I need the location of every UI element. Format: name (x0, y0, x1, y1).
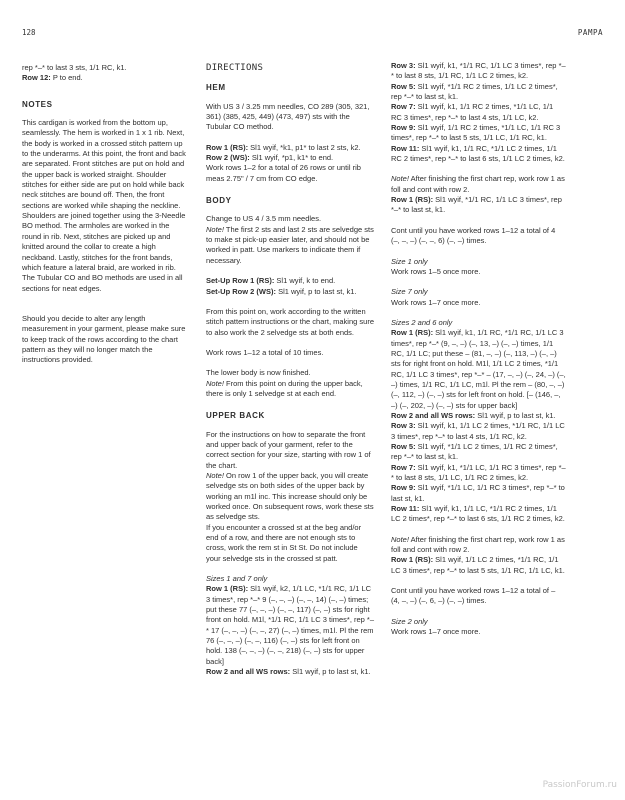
pattern-row: Row 5: Sl1 wyif, *1/1 RC 2 times, 1/1 LC 2 times*, rep *–* to last st, k1. (391, 81, 558, 102)
notes-paragraph: Should you decide to alter any length measurement in your garment, please make sure to keep track of the rows according to the chart pattern as they will no longer match the instructions provided. (22, 313, 186, 365)
size-label: Size 7 only (391, 287, 428, 297)
note: Note! On row 1 of the upper back, you will create selvedge sts on both sides of the upper back by working an m1l inc. This increase should only be worked once. On subsequent rows, work these sts as selvedge sts. (206, 470, 374, 522)
paragraph: For the instructions on how to separate the front and upper back of your garment, refer to the correct section for your size, starting with row 1 of the chart. (206, 429, 371, 470)
column-left (22, 63, 190, 366)
directions-heading: DIRECTIONS (206, 63, 264, 73)
pattern-row: Row 9: Sl1 wyif, *1/1 LC, 1/1 RC 3 times*, rep *–* to last st, k1. (391, 483, 565, 503)
text-line: Row 12: P to end. (22, 73, 83, 83)
pattern-row: Row 2 (WS): Sl1 wyif, *p1, k1* to end. (206, 153, 334, 163)
paragraph: Work rows 1–5 once more. (391, 266, 481, 276)
pattern-row: Row 2 and all WS rows: Sl1 wyif, p to last st, k1. (391, 410, 556, 420)
paragraph: Work rows 1–7 once more. (391, 627, 481, 637)
notes-paragraph: This cardigan is worked from the bottom up, seamlessly. The hem is worked in 1 x 1 rib. Next, the body is worked in a crossed stitch pattern up to the underarms. At this point, the front and back are separated. Front stitches are put on hold and the upper back is worked straight. Shoulder stitches for either side are put on hold while back neck stitches are bound off. Then, the front sections are worked while shaping the neckline. Shoulders are joined together using the 3-Needle BO method. The armholes are worked in the round in rib. Next, stitches are picked up and knitted around the collar to create a high neckband. Lastly, stitches for the front bands, which feature a lateral braid, are worked in rib. The Tubular CO and BO methods are used in all sections for neat edges. (22, 118, 186, 293)
paragraph: The lower body is now finished. (206, 368, 311, 378)
pattern-row: Row 9: Sl1 wyif, 1/1 RC 2 times, *1/1 LC, 1/1 RC 3 times*, rep *–* to last 5 sts, 1/1 LC, 1/1 RC, k1. (391, 123, 561, 143)
paragraph: If you encounter a crossed st at the beg and/or end of a row, and there are not enough sts to cross, work the rem st in St St. Do not include your selvedge sts in the crossed st patt. (206, 522, 362, 563)
pattern-row: Row 5: Sl1 wyif, *1/1 LC 2 times, 1/1 RC 2 times*, rep *–* to last st, k1. (391, 442, 558, 462)
notes-heading: NOTES (22, 99, 53, 109)
note: Note! From this point on during the upper back, there is only 1 selvedge st at each end. (206, 378, 363, 398)
running-title: PAMPA (577, 28, 603, 37)
column-middle (206, 63, 374, 678)
size-label: Sizes 2 and 6 only (391, 317, 453, 327)
note: Note! After finishing the first chart rep, work row 1 as foll and cont with row 2. (391, 174, 565, 194)
pattern-row: Set-Up Row 2 (WS): Sl1 wyif, p to last st, k1. (206, 286, 357, 296)
pattern-row: Row 11: Sl1 wyif, k1, 1/1 RC, *1/1 LC 2 times, 1/1 RC 2 times*, rep *–* to last 6 sts, 1/1 LC 2 times, k2. (391, 143, 565, 164)
pattern-row: Row 3: Sl1 wyif, k1, 1/1 LC 2 times, *1/1 RC, 1/1 LC 3 times*, rep *–* to last 4 sts, 1/1 RC, k2. (391, 421, 565, 441)
body-heading: BODY (206, 196, 232, 206)
pattern-row: Set-Up Row 1 (RS): Sl1 wyif, k to end. (206, 276, 336, 286)
paragraph: Work rows 1–2 for a total of 26 rows or until rib meas 2.75" / 7 cm from CO edge. (206, 163, 361, 183)
paragraph: Cont until you have worked rows 1–12 a total of – (4, –, –) (–, 6, –) (–, –) times. (391, 586, 556, 606)
watermark: PassionForum.ru (542, 780, 617, 790)
paragraph: Change to US 4 / 3.5 mm needles. (206, 214, 322, 224)
size-label: Size 2 only (391, 616, 428, 626)
pattern-row: Row 11: Sl1 wyif, k1, 1/1 LC, *1/1 RC 2 times, 1/1 LC 2 times*, rep *–* to last 6 sts, 1/1 RC 2 times, k2. (391, 504, 565, 524)
text-line: rep *–* to last 3 sts, 1/1 RC, k1. (22, 63, 127, 72)
upper-back-heading: UPPER BACK (206, 411, 265, 421)
note: Note! After finishing the first chart rep, work row 1 as foll and cont with row 2. (391, 534, 565, 555)
column-right (391, 61, 566, 638)
paragraph: Cont until you have worked rows 1–12 a total of 4 (–, –, –) (–, –, 6) (–, –) times. (391, 225, 556, 246)
pattern-row: Row 7: Sl1 wyif, k1, *1/1 LC, 1/1 RC 3 times*, rep *–* to last 8 sts, 1/1 LC, 1/1 RC 2 times, k2. (391, 462, 566, 483)
pattern-row: Row 1 (RS): Sl1 wyif, *k1, p1* to last 2 sts, k2. (206, 142, 361, 152)
pattern-row: Row 1 (RS): Sl1 wyif, 1/1 LC 2 times, *1/1 RC, 1/1 LC 3 times*, rep *–* to last 5 sts, 1/1 RC, 1/1 LC, k1. (391, 555, 565, 575)
paragraph: From this point on, work according to the written stitch pattern instructions or the chart, making sure to also work the 2 selvedge sts at both ends. (206, 306, 374, 337)
paragraph: Work rows 1–7 once more. (391, 297, 481, 307)
paragraph: With US 3 / 3.25 mm needles, CO 289 (305, 321, 361) (385, 425, 449) (473, 497) sts with the Tubular CO method. (206, 101, 370, 132)
pattern-row: Row 1 (RS): Sl1 wyif, k1, 1/1 RC, *1/1 RC, 1/1 LC 3 times*, rep *–* (9, –, –) (–, 13, –) (–, –) times, 1/1 RC, 1/1 LC; put these – (81, –, –) (–, 113, –) (–, –) sts for right front on hold. M1l, 1/1 LC 2 times, *1/1 RC, 1/1 LC 3 times*, rep *–* – (17, –, –) (–, 24, –) (–, –) times, 1/1 RC, 1/1 LC, m1l. Pl the rem – (80, –, –) (–, 112, –) (–, –) sts for left front on hold. [– (146, –, –) (–, 202, –) (–, –) sts for upper back] (391, 328, 566, 410)
pattern-row: Row 7: Sl1 wyif, k1, 1/1 RC 2 times, *1/1 LC, 1/1 RC 3 times*, rep *–* to last 4 sts, 1/1 LC, k2. (391, 102, 554, 122)
note: Note! The first 2 sts and last 2 sts are selvedge sts to make st pick-up easier later, and should not be worked in patt. Use markers to indicate them if necessary. (206, 224, 374, 265)
hem-heading: HEM (206, 83, 226, 93)
size-label: Size 1 only (391, 256, 428, 266)
pattern-row: Row 1 (RS): Sl1 wyif, k2, 1/1 LC, *1/1 RC, 1/1 LC 3 times*, rep *–* 9 (–, –, –) (–, –, 14) (–, –) times; put these 77 (–, –, –) (–, –, 117) (–, –) sts for right front on hold. M1l, *1/1 RC, 1/1 LC 3 times*, rep *–* 17 (–, –, –) (–, –, 27) (–, –) times, m1l. Pl the rem 76 (–, –, –) (–, –, 116) (–, –) sts for left front on hold. 138 (–, –, –) (–, –, 218) (–, –) sts for upper back] (206, 584, 374, 666)
pattern-row: Row 1 (RS): Sl1 wyif, *1/1 RC, 1/1 LC 3 times*, rep *–* to last st, k1. (391, 195, 562, 215)
pattern-row: Row 2 and all WS rows: Sl1 wyif, p to last st, k1. (206, 667, 371, 677)
page-header (22, 28, 603, 40)
page-number: 128 (22, 28, 36, 37)
paragraph: Work rows 1–12 a total of 10 times. (206, 347, 324, 357)
pattern-row: Row 3: Sl1 wyif, k1, *1/1 RC, 1/1 LC 3 times*, rep *–* to last 8 sts, 1/1 RC, 1/1 LC 2 times, k2. (391, 61, 566, 81)
size-label: Sizes 1 and 7 only (206, 574, 268, 584)
